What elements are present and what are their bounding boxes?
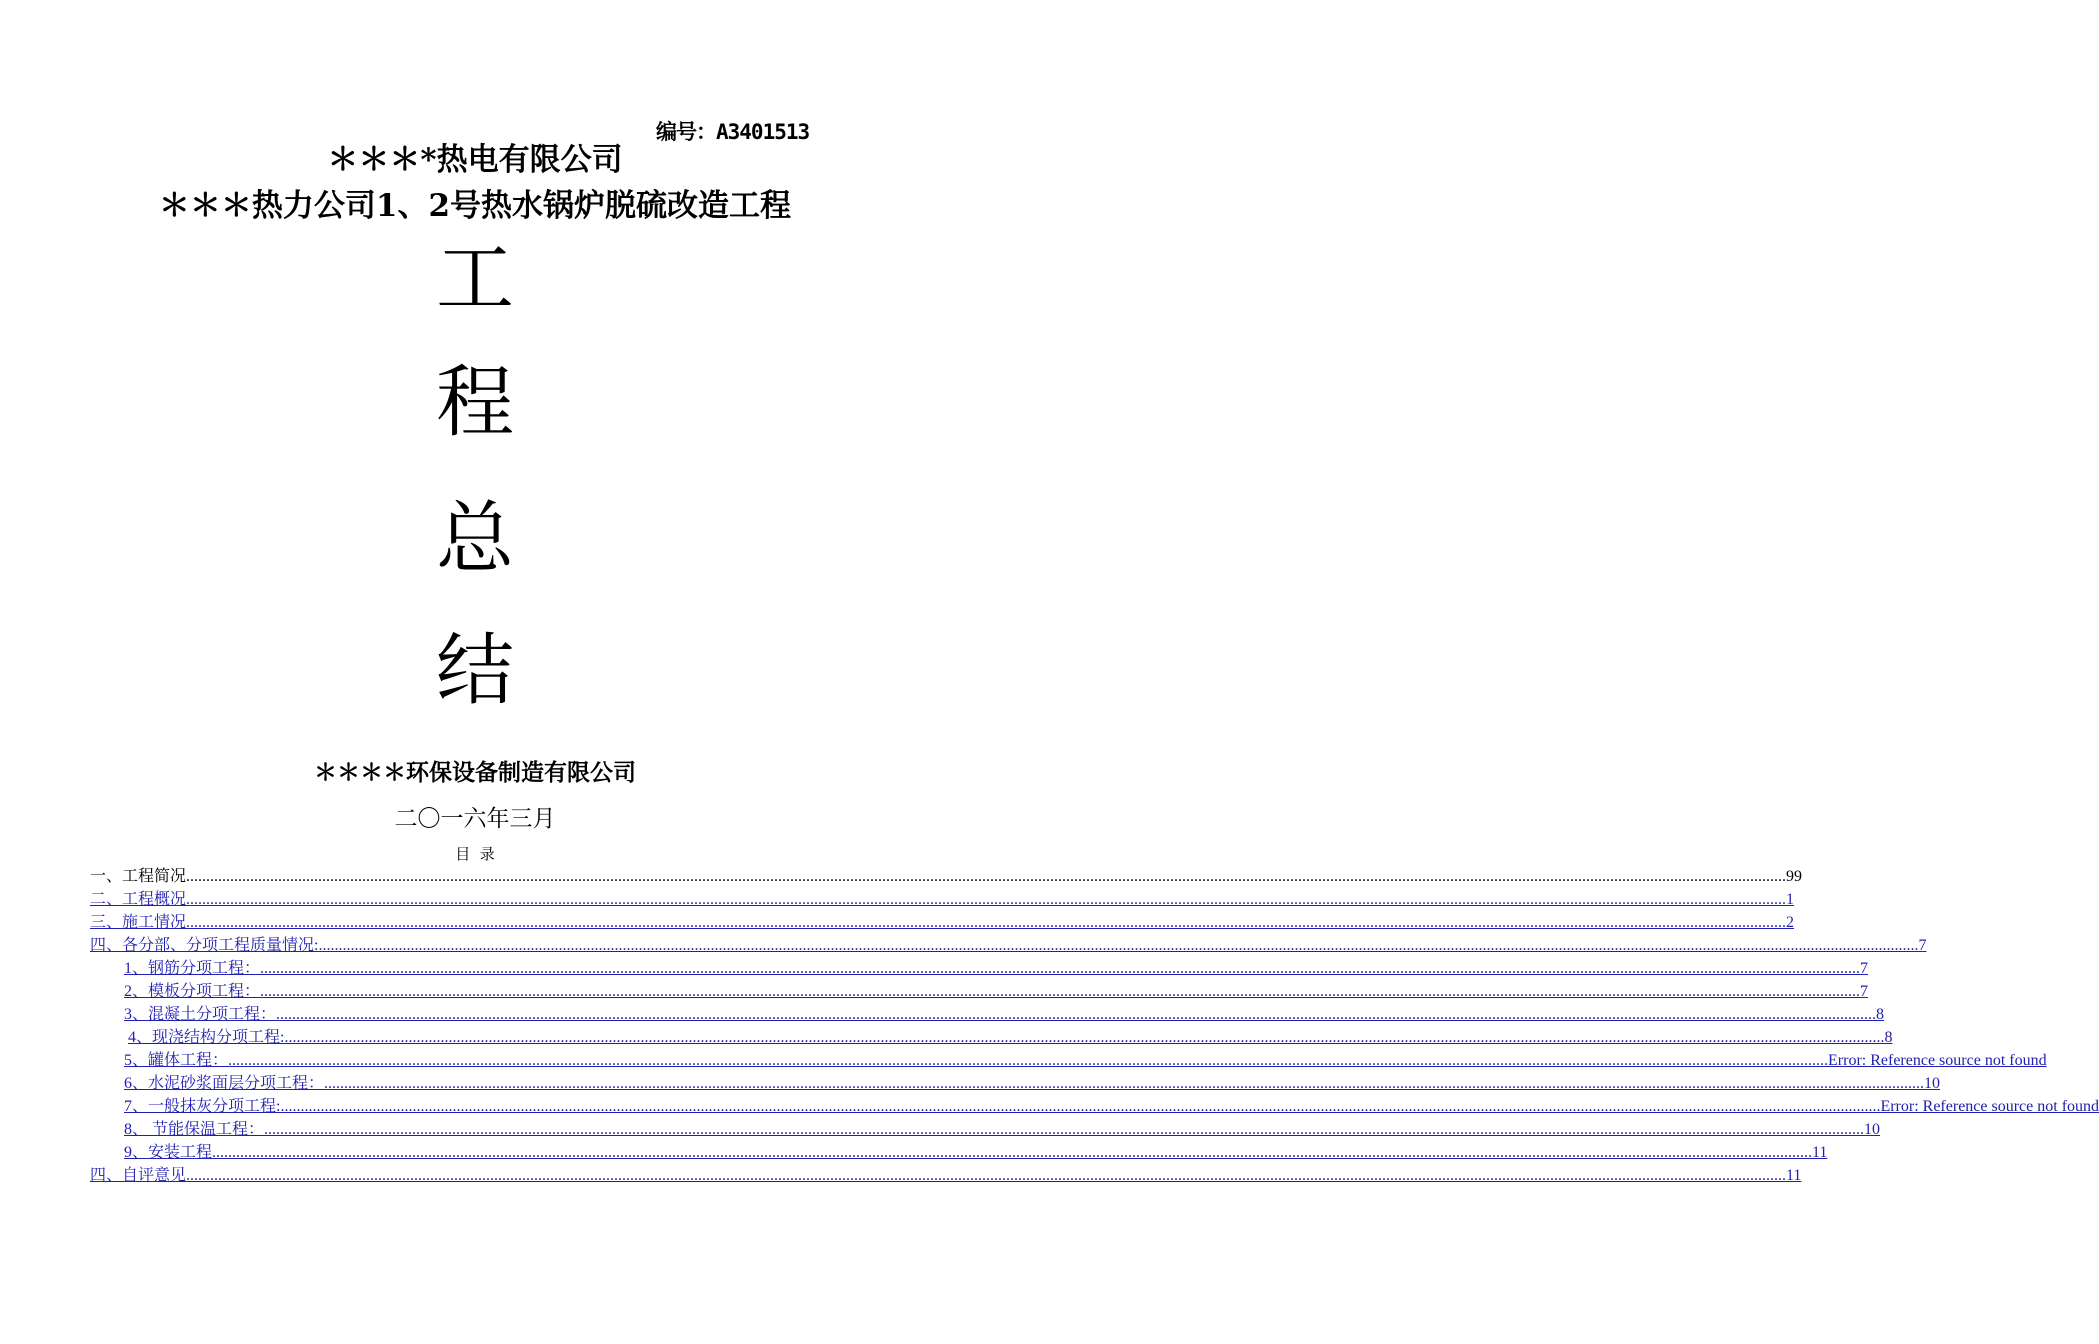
toc-item[interactable] xyxy=(90,1072,1941,1095)
toc-leader: ................................................................................................................................................................................................................................................................................................................................................................................................................ xyxy=(264,1121,1865,1138)
company-name: ＊＊＊*热电有限公司 xyxy=(327,142,623,178)
toc-item-label: 4、现浇结构分项工程: xyxy=(128,1029,285,1046)
document-date: 二〇一六年三月 xyxy=(394,806,556,832)
toc-leader: ................................................................................................................................................................................................................................................................................................................................................................................................................ xyxy=(260,960,1861,977)
toc-leader: ................................................................................................................................................................................................................................................................................................................................................................................................................ xyxy=(280,1098,1881,1115)
title-char-1: 工 xyxy=(435,234,514,324)
toc-item-page: 10 xyxy=(1864,1121,1881,1138)
toc-item-label: 三、施工情况 xyxy=(90,914,187,931)
toc-item-page: 99 xyxy=(1786,868,1803,885)
toc-item[interactable] xyxy=(90,1141,1828,1164)
toc-item-page: 7 xyxy=(1918,937,1927,954)
toc-leader: ................................................................................................................................................................................................................................................................................................................................................................................................................ xyxy=(228,1052,1829,1069)
toc-item[interactable] xyxy=(90,1049,2047,1072)
toc-item-page: 1 xyxy=(1786,891,1795,908)
toc-item[interactable] xyxy=(90,1118,1881,1141)
toc-leader: ................................................................................................................................................................................................................................................................................................................................................................................................................ xyxy=(186,891,1787,908)
title-char-2: 程 xyxy=(435,358,514,448)
toc-item[interactable] xyxy=(90,865,1803,888)
toc-item-label: 5、罐体工程： xyxy=(124,1052,229,1069)
toc-item-label: 8、 节能保温工程： xyxy=(124,1121,265,1138)
toc-item-label: 6、水泥砂浆面层分项工程： xyxy=(124,1075,325,1092)
toc-item[interactable] xyxy=(90,1095,2099,1118)
toc-item-page: 10 xyxy=(1924,1075,1941,1092)
toc-item-label: 四、各分部、分项工程质量情况: xyxy=(90,937,319,954)
document-number: 编号：A3401513 xyxy=(656,120,810,144)
toc-item[interactable] xyxy=(90,1026,1893,1049)
toc-item-page: 11 xyxy=(1812,1144,1828,1161)
toc-item[interactable] xyxy=(90,888,1795,911)
toc-item[interactable] xyxy=(90,957,1869,980)
toc-title: 目 录 xyxy=(455,845,495,863)
toc-leader: ................................................................................................................................................................................................................................................................................................................................................................................................................ xyxy=(276,1006,1877,1023)
toc-item-label: 一、工程简况 xyxy=(90,868,187,885)
toc-item[interactable] xyxy=(90,934,1927,957)
manufacturer-name: ＊＊＊＊环保设备制造有限公司 xyxy=(314,759,636,786)
title-char-4: 结 xyxy=(435,626,514,716)
toc-item-label: 四、自评意见 xyxy=(90,1167,187,1184)
toc-item-label: 3、混凝土分项工程： xyxy=(124,1006,277,1023)
toc-item-page: Error: Reference source not found xyxy=(1880,1098,2099,1115)
toc-item-label: 2、模板分项工程： xyxy=(124,983,261,1000)
toc-leader: ................................................................................................................................................................................................................................................................................................................................................................................................................ xyxy=(212,1144,1813,1161)
toc-leader: ................................................................................................................................................................................................................................................................................................................................................................................................................ xyxy=(318,937,1919,954)
project-name: ＊＊＊热力公司1、2号热水锅炉脱硫改造工程 xyxy=(158,188,792,224)
toc-leader: ................................................................................................................................................................................................................................................................................................................................................................................................................ xyxy=(324,1075,1925,1092)
toc-leader: ................................................................................................................................................................................................................................................................................................................................................................................................................ xyxy=(186,868,1787,885)
toc-item[interactable] xyxy=(90,1164,1802,1187)
toc-item-label: 二、工程概况 xyxy=(90,891,187,908)
toc-item-label: 9、安装工程 xyxy=(124,1144,213,1161)
toc-leader: ................................................................................................................................................................................................................................................................................................................................................................................................................ xyxy=(186,1167,1787,1184)
toc-item-page: 11 xyxy=(1786,1167,1802,1184)
toc-item-label: 1、钢筋分项工程： xyxy=(124,960,261,977)
toc-item-page: 2 xyxy=(1786,914,1795,931)
toc-item-page: 8 xyxy=(1876,1006,1885,1023)
toc-item-page: 8 xyxy=(1884,1029,1893,1046)
toc-item[interactable] xyxy=(90,980,1869,1003)
table-of-contents xyxy=(90,865,2099,1187)
toc-leader: ................................................................................................................................................................................................................................................................................................................................................................................................................ xyxy=(284,1029,1885,1046)
title-char-3: 总 xyxy=(435,494,514,584)
toc-item-page: 7 xyxy=(1860,983,1869,1000)
toc-leader: ................................................................................................................................................................................................................................................................................................................................................................................................................ xyxy=(186,914,1787,931)
toc-item-label: 7、一般抹灰分项工程: xyxy=(124,1098,281,1115)
toc-item[interactable] xyxy=(90,911,1795,934)
toc-item[interactable] xyxy=(90,1003,1885,1026)
toc-item-page: 7 xyxy=(1860,960,1869,977)
toc-leader: ................................................................................................................................................................................................................................................................................................................................................................................................................ xyxy=(260,983,1861,1000)
toc-item-page: Error: Reference source not found xyxy=(1828,1052,2047,1069)
